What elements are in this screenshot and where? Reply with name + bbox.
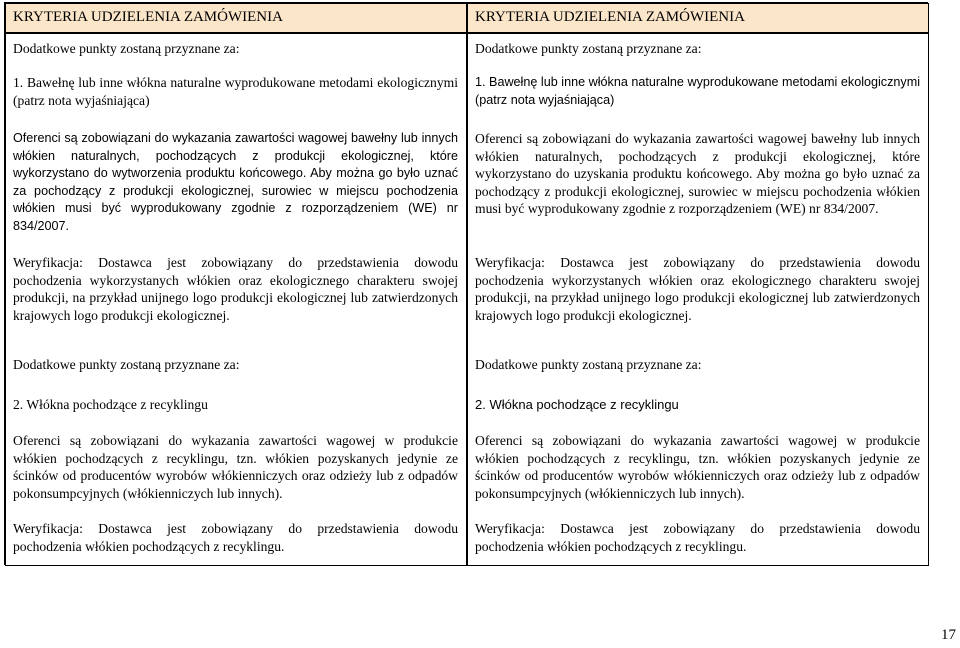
- verification2-left: [13, 520, 458, 555]
- verification2-text-right: Dostawca jest zobowiązany do przedstawienia dowodu pochodzenia włókien pochodzących z recyklingu.: [475, 521, 920, 554]
- criteria-comparison-table: [4, 2, 928, 565]
- verification2-text-left: Dostawca jest zobowiązany do przedstawienia dowodu pochodzenia włókien pochodzących z recyklingu.: [13, 521, 458, 554]
- verification1-label-right: Weryfikacja:: [475, 255, 545, 270]
- verification2-label-left: Weryfikacja:: [13, 521, 83, 536]
- verification1-label-left: Weryfikacja:: [13, 255, 83, 270]
- content-cell-right: [467, 33, 929, 566]
- points-line-2-right: Dodatkowe punkty zostaną przyznane za:: [475, 357, 702, 372]
- verification1-left: [13, 254, 458, 324]
- header-title-right: KRYTERIA UDZIELENIA ZAMÓWIENIA: [475, 9, 745, 25]
- item2-text-right: Oferenci są zobowiązani do wykazania zawartości wagowej w produkcie włókien pochodzących z recyklingu, tzn. włókien pozyskanych jedynie ze ścinków od producentów wyrobów włókienniczych oraz odzieży lub z odpadów pokonsumpcyjnych (włókienniczych lub innych).: [475, 433, 920, 501]
- points-line-1-right: Dodatkowe punkty zostaną przyznane za:: [475, 41, 702, 56]
- item1-text-right: Oferenci są zobowiązani do wykazania zawartości wagowej bawełny lub innych włókien naturalnych, pochodzących z produkcji ekologicznej, które wykorzystano do uzyskania produktu końcowego. Aby można go było uznać za pochodzący z produkcji ekologicznej, surowiec w miejscu pochodzenia włókien musi być wyprodukowany zgodnie z rozporządzeniem (WE) nr 834/2007.: [475, 131, 920, 216]
- item2-text-left: Oferenci są zobowiązani do wykazania zawartości wagowej w produkcie włókien pochodzących z recyklingu, tzn. włókien pozyskanych jedynie ze ścinków od producentów wyrobów włókienniczych oraz odzieży lub z odpadów pokonsumpcyjnych (włókienniczych lub innych).: [13, 433, 458, 501]
- verification2-right: [475, 520, 920, 555]
- page-number: 17: [941, 627, 956, 643]
- verification2-label-right: Weryfikacja:: [475, 521, 545, 536]
- item1-text-left: Oferenci są zobowiązani do wykazania zawartości wagowej bawełny lub innych włókien naturalnych, pochodzących z produkcji ekologicznej, które wykorzystano do wytworzenia produktu końcowego. Aby można go było uznać za pochodzący z produkcji ekologicznej, surowiec w miejscu pochodzenia włókien musi być wyprodukowany zgodnie z rozporządzeniem (WE) nr 834/2007.: [13, 131, 458, 233]
- points-line-1-left: Dodatkowe punkty zostaną przyznane za:: [13, 41, 240, 56]
- verification1-text-left: Dostawca jest zobowiązany do przedstawienia dowodu pochodzenia wykorzystanych włókien oraz ekologicznego charakteru swojej produkcji, na przykład unijnego logo produkcji ekologicznej lub zatwierdzonych krajowych logo produkcji ekologicznej.: [13, 255, 458, 323]
- item2-title-right: 2. Włókna pochodzące z recyklingu: [475, 397, 679, 412]
- content-cell-left: [5, 33, 467, 566]
- item2-title-left: 2. Włókna pochodzące z recyklingu: [13, 397, 208, 412]
- header-cell-left: [5, 3, 467, 33]
- points-line-2-left: Dodatkowe punkty zostaną przyznane za:: [13, 357, 240, 372]
- item1-title-left: 1. Bawełnę lub inne włókna naturalne wyprodukowane metodami ekologicznymi (patrz nota wyjaśniająca): [13, 75, 458, 108]
- verification1-text-right: Dostawca jest zobowiązany do przedstawienia dowodu pochodzenia wykorzystanych włókien oraz ekologicznego charakteru swojej produkcji, na przykład unijnego logo produkcji ekologicznej lub zatwierdzonych krajowych logo produkcji ekologicznej.: [475, 255, 920, 323]
- verification1-right: [475, 254, 920, 324]
- header-cell-right: [467, 3, 929, 33]
- item1-title-right: 1. Bawełnę lub inne włókna naturalne wyprodukowane metodami ekologicznymi (patrz nota wyjaśniająca): [475, 75, 920, 107]
- header-title-left: KRYTERIA UDZIELENIA ZAMÓWIENIA: [13, 9, 283, 25]
